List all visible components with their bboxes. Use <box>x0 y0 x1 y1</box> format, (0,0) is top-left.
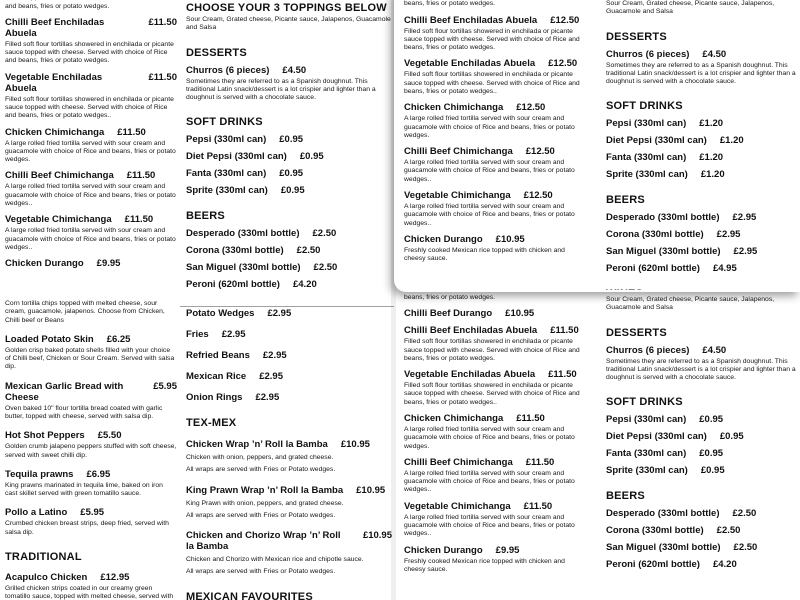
menu-item-price: £12.95 <box>100 571 130 583</box>
menu-item-name: Desperado (330ml bottle) <box>606 508 720 520</box>
menu-item-name: Pepsi (330ml can) <box>606 118 687 130</box>
menu-item <box>404 234 586 245</box>
menu-item-name: Sprite (330ml can) <box>186 185 268 197</box>
menu-item <box>606 431 796 442</box>
menu-section-heading <box>606 288 796 290</box>
menu-item <box>186 185 392 196</box>
menu-item-name: Fanta (330ml can) <box>606 152 687 164</box>
menu-item-name: Tequila prawns <box>5 468 74 480</box>
menu-item <box>186 134 392 145</box>
menu-item-price: £2.95 <box>267 308 292 319</box>
menu-item <box>606 559 796 570</box>
menu-item-name: Chicken Chimichanga <box>404 102 504 114</box>
menu-item <box>606 118 796 129</box>
menu-section-heading: TEX-MEX <box>186 417 237 429</box>
menu-item-desc: Freshly cooked Mexican rice topped with chicken and cheesy sauce. <box>404 246 565 263</box>
menu-item-desc: Freshly cooked Mexican rice topped with chicken and cheesy sauce. <box>404 557 565 573</box>
menu-item-name: Fries <box>186 329 209 340</box>
menu-item <box>404 545 586 556</box>
menu-item-price: £4.50 <box>702 48 727 60</box>
menu-item-price: £10.95 <box>362 530 392 542</box>
menu-item-name: Pepsi (330ml can) <box>606 414 687 426</box>
menu-item-price: £1.20 <box>719 135 744 147</box>
menu-item-name: Fanta (330ml can) <box>606 448 687 460</box>
menu-item-price: £2.95 <box>221 329 246 340</box>
menu-item <box>186 279 392 290</box>
menu-item-price: £2.95 <box>716 229 741 241</box>
menu-section-heading: SOFT DRINKS <box>186 116 263 129</box>
menu-item <box>606 465 796 476</box>
menu-item-price: £0.95 <box>699 448 724 460</box>
menu-item <box>606 169 796 180</box>
menu-item-name: Peroni (620ml bottle) <box>186 279 280 291</box>
menu-item-price: £6.95 <box>86 468 111 480</box>
menu-item-name: Chicken Durango <box>404 233 483 245</box>
menu-item-price: £2.95 <box>732 212 757 224</box>
menu-item-name: Chilli Beef Chimichanga <box>5 170 114 182</box>
page-edge-line <box>180 306 394 307</box>
menu-item <box>404 369 586 380</box>
menu-item <box>606 263 796 274</box>
menu-section-heading: BEERS <box>606 194 645 207</box>
menu-item-price: £2.95 <box>733 246 758 258</box>
menu-item <box>404 457 586 468</box>
menu-section-heading: BEERS <box>606 490 645 503</box>
menu-item-name: King Prawn Wrap ’n’ Roll la Bamba <box>186 484 344 496</box>
menu-item-desc: A large rolled fried tortilla served with sour cream and guacamole with choice of Rice and beans, fries or potato wedges. <box>5 139 176 164</box>
menu-item <box>404 190 586 201</box>
menu-item-desc: Filled soft flour tortillas showered in enchilada or picante sauce topped with cheese. Served with choice of Rice and beans, fries or potato wedges.. <box>5 95 174 120</box>
menu-item-desc: Filled soft flour tortillas showered in enchilada or picante sauce topped with cheese. Served with choice of Rice and beans, fries or potato wedges.. <box>404 382 580 406</box>
menu-item-price: £0.95 <box>700 465 725 477</box>
menu-item-name: Churros (6 pieces) <box>606 48 690 60</box>
menu-section-heading: DESSERTS <box>606 30 667 43</box>
menu-item-price: £9.95 <box>495 544 520 556</box>
menu-item-price: £11.50 <box>548 369 577 381</box>
menu-item-name: Vegetable Chimichanga <box>5 214 112 226</box>
menu-item-desc: Filled soft flour tortillas showered in enchilada or picante sauce topped with cheese. Served with choice of Rice and beans, fries or potato wedges.. <box>404 71 580 95</box>
menu-item-desc: Chicken with onion, peppers, and grated cheese. <box>186 454 334 461</box>
menu-column-right-inner-top <box>404 0 586 290</box>
menu-item <box>606 542 796 553</box>
menu-section-heading: DESSERTS <box>606 326 667 339</box>
menu-item-desc: A large rolled fried tortilla served with sour cream and guacamole with choice of Rice and beans, fries or potato wedges.. <box>404 159 575 183</box>
menu-item-name: Refried Beans <box>186 350 250 361</box>
menu-item-desc: A large rolled fried tortilla served with sour cream and guacamole with choice of Rice and beans, fries or potato wedges.. <box>5 227 176 251</box>
menu-item <box>186 262 392 273</box>
menu-item <box>186 392 392 403</box>
menu-item-name: San Miguel (330ml bottle) <box>186 262 301 274</box>
menu-item <box>186 228 392 239</box>
menu-item-name: Chilli Beef Enchiladas Abuela <box>5 16 105 39</box>
menu-item-name: Mexican Rice <box>186 371 247 382</box>
menu-item-name: Vegetable Enchiladas Abuela <box>404 369 536 381</box>
menu-section-heading: CHOOSE YOUR 3 TOPPINGS BELOW <box>186 2 387 14</box>
menu-item-price: £11.50 <box>148 16 177 28</box>
menu-item <box>5 334 177 345</box>
menu-item-price: £10.95 <box>495 233 525 245</box>
menu-item <box>606 246 796 257</box>
menu-item-price: £4.20 <box>292 279 317 291</box>
menu-item-price: £5.95 <box>80 507 105 519</box>
menu-item-price: £11.50 <box>117 126 146 138</box>
menu-column-left-top <box>5 0 177 296</box>
menu-item <box>404 325 586 336</box>
menu-item-name: Peroni (620ml bottle) <box>606 559 700 571</box>
menu-item <box>5 127 177 138</box>
menu-item-desc: A large rolled fried tortilla served with sour cream and guacamole with choice of Rice and beans, fries or potato wedges.. <box>404 469 575 494</box>
menu-item-name: Acapulco Chicken <box>5 571 88 583</box>
menu-item-name: Chicken Durango <box>5 258 84 270</box>
menu-item-desc: Sour Cream, Grated cheese, Picante sauce, Jalapenos, Guacamole and Salsa <box>606 0 775 16</box>
menu-item-desc: A large rolled fried tortilla served with sour cream and guacamole with choice of Rice and beans, fries or potato wedges.. <box>404 202 575 227</box>
menu-item-name: Chilli Beef Durango <box>404 308 493 320</box>
menu-item-name: San Miguel (330ml bottle) <box>606 246 721 258</box>
menu-item-price: £2.95 <box>259 371 283 382</box>
menu-item-name: Corona (330ml bottle) <box>606 525 704 537</box>
menu-item-name: Churros (6 pieces) <box>606 344 690 356</box>
menu-item-price: £6.25 <box>106 333 131 345</box>
menu-item <box>404 146 586 157</box>
menu-item-price: £10.95 <box>340 439 370 450</box>
menu-item-price: £11.50 <box>550 325 579 337</box>
menu-item <box>404 15 586 26</box>
menu-item-name: Potato Wedges <box>186 308 255 319</box>
menu-item-desc: Grilled chicken strips coated in our creamy green tomatillo sauce, topped with melted cheese, served with <box>5 584 174 600</box>
menu-item-name: Pepsi (330ml can) <box>186 134 267 146</box>
menu-item <box>404 58 586 69</box>
menu-section-heading: TRADITIONAL <box>5 550 82 563</box>
menu-item-name: Chicken Chimichanga <box>5 126 105 138</box>
menu-item-desc: Chicken and Chorizo with Mexican rice and chipotle sauce. <box>186 556 364 564</box>
menu-item <box>186 308 392 319</box>
menu-item <box>5 17 177 39</box>
menu-item-price: £12.50 <box>523 189 553 201</box>
menu-item-name: Chilli Beef Enchiladas Abuela <box>404 325 538 337</box>
menu-item <box>5 170 177 181</box>
menu-column-middle-top <box>186 2 392 298</box>
menu-item-price: £11.50 <box>516 412 545 424</box>
menu-item-desc: King Prawn with onion, peppers, and grated cheese. <box>186 499 344 507</box>
menu-item <box>186 151 392 162</box>
menu-item-price: £2.50 <box>733 542 758 554</box>
menu-item-name: Pollo a Latino <box>5 507 68 519</box>
menu-item-name: Chicken Wrap ’n’ Roll la Bamba <box>186 439 328 450</box>
menu-item-price: £0.95 <box>280 185 305 197</box>
menu-item-price: £2.50 <box>296 245 321 257</box>
menu-item-price: £0.95 <box>699 414 724 426</box>
menu-item-desc: Filled soft flour tortillas showered in enchilada or picante sauce topped with cheese. Served with choice of Rice and beans, fries or potato wedges. <box>404 338 580 362</box>
menu-item <box>186 350 392 361</box>
menu-item <box>404 102 586 113</box>
menu-item <box>606 345 796 356</box>
menu-item-price: £4.50 <box>282 64 307 76</box>
menu-item-price: £0.95 <box>279 134 304 146</box>
menu-section-heading: SOFT DRINKS <box>606 396 683 409</box>
menu-item-desc: Sometimes they are referred to as a Spanish doughnut. This traditional Latin snack/dessert is a lot crispier and lighter than a doughnut is served with a chocolate sauce. <box>606 61 796 86</box>
menu-item-price: £11.50 <box>148 71 177 83</box>
menu-item-price: £11.50 <box>126 170 156 182</box>
menu-item-name: Chicken Chimichanga <box>404 412 504 424</box>
menu-item <box>186 245 392 256</box>
menu-item-price: £0.95 <box>299 151 324 163</box>
menu-item-name: Sprite (330ml can) <box>606 169 688 181</box>
menu-item-price: £12.50 <box>548 58 578 70</box>
menu-item-desc: Sometimes they are referred to as a Spanish doughnut. This traditional Latin snack/dessert is a lot crispier and lighter than a doughnut is served with a chocolate sauce. <box>186 77 376 102</box>
menu-item-price: £10.95 <box>505 308 535 320</box>
menu-item-price: £2.50 <box>732 508 757 520</box>
menu-item <box>186 371 392 382</box>
menu-item-name: Diet Pepsi (330ml can) <box>186 151 287 163</box>
menu-item-desc: Sour Cream, Grated cheese, Picante sauce, Jalapenos, Guacamole and Salsa <box>186 16 391 32</box>
menu-item <box>606 525 796 536</box>
menu-item-name: Sprite (330ml can) <box>606 465 688 477</box>
menu-item <box>5 214 177 225</box>
menu-item-name: Chicken Durango <box>404 544 483 556</box>
menu-item <box>5 258 177 269</box>
menu-item <box>186 329 392 340</box>
menu-item-price: £2.50 <box>313 262 338 274</box>
menu-item-price: £1.20 <box>699 118 724 130</box>
menu-desc-partial: Corn tortilla chips topped with melted cheese, sour cream, guacamole, jalapenos. Choose from Chicken, Chilli beef or Beans <box>5 300 165 324</box>
menu-column-middle-bottom <box>186 298 392 600</box>
menu-section-heading: SOFT DRINKS <box>606 100 683 113</box>
menu-item-name: Diet Pepsi (330ml can) <box>606 431 707 443</box>
menu-item <box>186 439 392 450</box>
menu-item <box>606 212 796 223</box>
menu-item-name: Mexican Garlic Bread with Cheese <box>5 380 124 403</box>
menu-item-price: £12.50 <box>525 146 555 158</box>
menu-item-desc: All wraps are served with Fries or Potato wedges. <box>186 568 336 576</box>
menu-item <box>186 485 392 496</box>
menu-item-name: Desperado (330ml bottle) <box>606 212 720 224</box>
menu-item-desc: Sometimes they are referred to as a Spanish doughnut. This traditional Latin snack/dessert is a lot crispier and lighter than a doughnut is served with a chocolate sauce. <box>606 357 796 382</box>
menu-desc-partial: and beans, fries or potato wedges. <box>5 2 110 10</box>
menu-desc-partial: beans, fries or potato wedges. <box>404 0 496 8</box>
menu-item-name: Hot Shot Peppers <box>5 430 85 442</box>
menu-item <box>404 413 586 424</box>
menu-item-desc: Oven baked 10" flour tortilla bread coated with garlic butter, topped with cheese, served with salsa dip. <box>5 404 163 420</box>
menu-column-right-inner-bottom <box>404 294 586 600</box>
menu-item <box>5 72 177 94</box>
menu-item-name: Chilli Beef Enchiladas Abuela <box>404 14 538 26</box>
menu-item-desc: Filled soft flour tortillas showered in enchilada or picante sauce topped with cheese. Served with choice of Rice and beans, fries or potato wedges. <box>5 40 174 65</box>
menu-item-name: Chilli Beef Chimichanga <box>404 146 513 158</box>
menu-item-desc: A large rolled fried tortilla served with sour cream and guacamole with choice of Rice and beans, fries or potato wedges.. <box>5 183 176 207</box>
menu-section-heading: DESSERTS <box>186 46 247 59</box>
menu-item-desc: Golden crumb jalapeno peppers stuffed with soft cheese, served with sweet chilli dip. <box>5 443 177 459</box>
menu-item-price: £0.95 <box>279 168 304 180</box>
menu-item <box>5 507 177 518</box>
menu-item-price: £0.95 <box>719 431 744 443</box>
menu-item-name: Fanta (330ml can) <box>186 168 267 180</box>
menu-item-desc: Golden crisp baked potato shells filled with your choice of Chilli beef, Chicken or Sour Cream. Served with salsa dip. <box>5 346 175 371</box>
menu-item-name: Vegetable Enchiladas Abuela <box>404 58 536 70</box>
menu-item-price: £5.50 <box>97 430 122 442</box>
menu-item-name: Corona (330ml bottle) <box>186 245 284 257</box>
menu-item-price: £2.50 <box>312 228 337 240</box>
menu-item <box>606 508 796 519</box>
menu-item-name: Chilli Beef Chimichanga <box>404 456 513 468</box>
menu-item-desc: King prawns marinated in tequila lime, baked on iron cast skillet served with green tomatillo sauce. <box>5 481 163 498</box>
menu-item <box>606 448 796 459</box>
menu-item-desc: Crumbed chicken breast strips, deep fried, served with salsa dip. <box>5 520 169 536</box>
menu-item <box>606 152 796 163</box>
menu-item-desc: A large rolled fried tortilla served with sour cream and guacamole with choice of Rice and beans, fries or potato wedges. <box>404 425 575 450</box>
menu-item-price: £12.50 <box>516 102 546 114</box>
menu-item-price: £11.50 <box>523 500 553 512</box>
menu-item <box>186 530 392 552</box>
menu-item <box>606 135 796 146</box>
menu-column-left-bottom <box>5 300 177 600</box>
menu-item-name: Onion Rings <box>186 392 243 403</box>
menu-item-name: San Miguel (330ml bottle) <box>606 542 721 554</box>
menu-item-desc: A large rolled fried tortilla served with sour cream and guacamole with choice of Rice and beans, fries or potato wedges.. <box>404 513 575 538</box>
menu-item-desc: All wraps are served with Fries or Potato wedges. <box>186 466 336 474</box>
menu-section-heading: BEERS <box>186 210 225 223</box>
menu-item-price: £2.95 <box>262 350 287 361</box>
menu-column-right-outer-bottom <box>606 296 796 600</box>
menu-item-price: £4.95 <box>712 263 737 275</box>
menu-item-price: £2.95 <box>255 392 280 403</box>
menu-item-price: £9.95 <box>96 258 121 270</box>
menu-item-desc: Sour Cream, Grated cheese, Picante sauce, Jalapenos, Guacamole and Salsa <box>606 296 775 312</box>
menu-item-name: Diet Pepsi (330ml can) <box>606 135 707 147</box>
menu-desc-partial: beans, fries or potato wedges. <box>404 294 496 301</box>
menu-item-price: £5.95 <box>153 380 177 392</box>
menu-item-price: £11.50 <box>525 456 555 468</box>
menu-item-name: Vegetable Chimichanga <box>404 500 511 512</box>
menu-item-name: Chicken and Chorizo Wrap ’n’ Roll la Bamba <box>186 530 341 553</box>
menu-item-price: £4.50 <box>702 344 727 356</box>
menu-item-price: £10.95 <box>356 484 386 496</box>
menu-item <box>606 229 796 240</box>
menu-item-name: Vegetable Chimichanga <box>404 189 511 201</box>
menu-item-name: Vegetable Enchiladas Abuela <box>5 71 103 94</box>
menu-item <box>5 469 177 480</box>
menu-item <box>5 381 177 403</box>
menu-item <box>5 572 177 583</box>
menu-item-price: £1.20 <box>699 152 724 164</box>
menu-item-name: Desperado (330ml bottle) <box>186 228 300 240</box>
menu-item <box>186 168 392 179</box>
menu-item <box>186 65 392 76</box>
menu-section-heading: MEXICAN FAVOURITES <box>186 590 313 600</box>
menu-item-price: £1.20 <box>700 169 725 181</box>
menu-column-right-outer-top <box>606 0 796 290</box>
menu-item <box>606 49 796 60</box>
menu-item <box>404 308 586 319</box>
menu-item <box>606 414 796 425</box>
menu-item-price: £11.50 <box>124 214 154 226</box>
menu-item <box>404 501 586 512</box>
menu-item-price: £4.20 <box>712 559 737 571</box>
menu-item-name: Peroni (620ml bottle) <box>606 263 700 275</box>
menu-item-desc: A large rolled fried tortilla served with sour cream and guacamole with choice of Rice and beans, fries or potato wedges. <box>404 115 575 139</box>
menu-item-name: Loaded Potato Skin <box>5 333 94 345</box>
menu-item-name: Churros (6 pieces) <box>186 64 270 76</box>
menu-item <box>5 430 177 441</box>
menu-item-price: £12.50 <box>550 14 580 26</box>
menu-item-desc: All wraps are served with Fries or Potato wedges. <box>186 511 336 519</box>
menu-item-desc: Filled soft flour tortillas showered in enchilada or picante sauce topped with cheese. Served with choice of Rice and beans, fries or potato wedges. <box>404 27 580 52</box>
menu-item-price: £2.50 <box>716 525 741 537</box>
menu-item-name: Corona (330ml bottle) <box>606 229 704 241</box>
